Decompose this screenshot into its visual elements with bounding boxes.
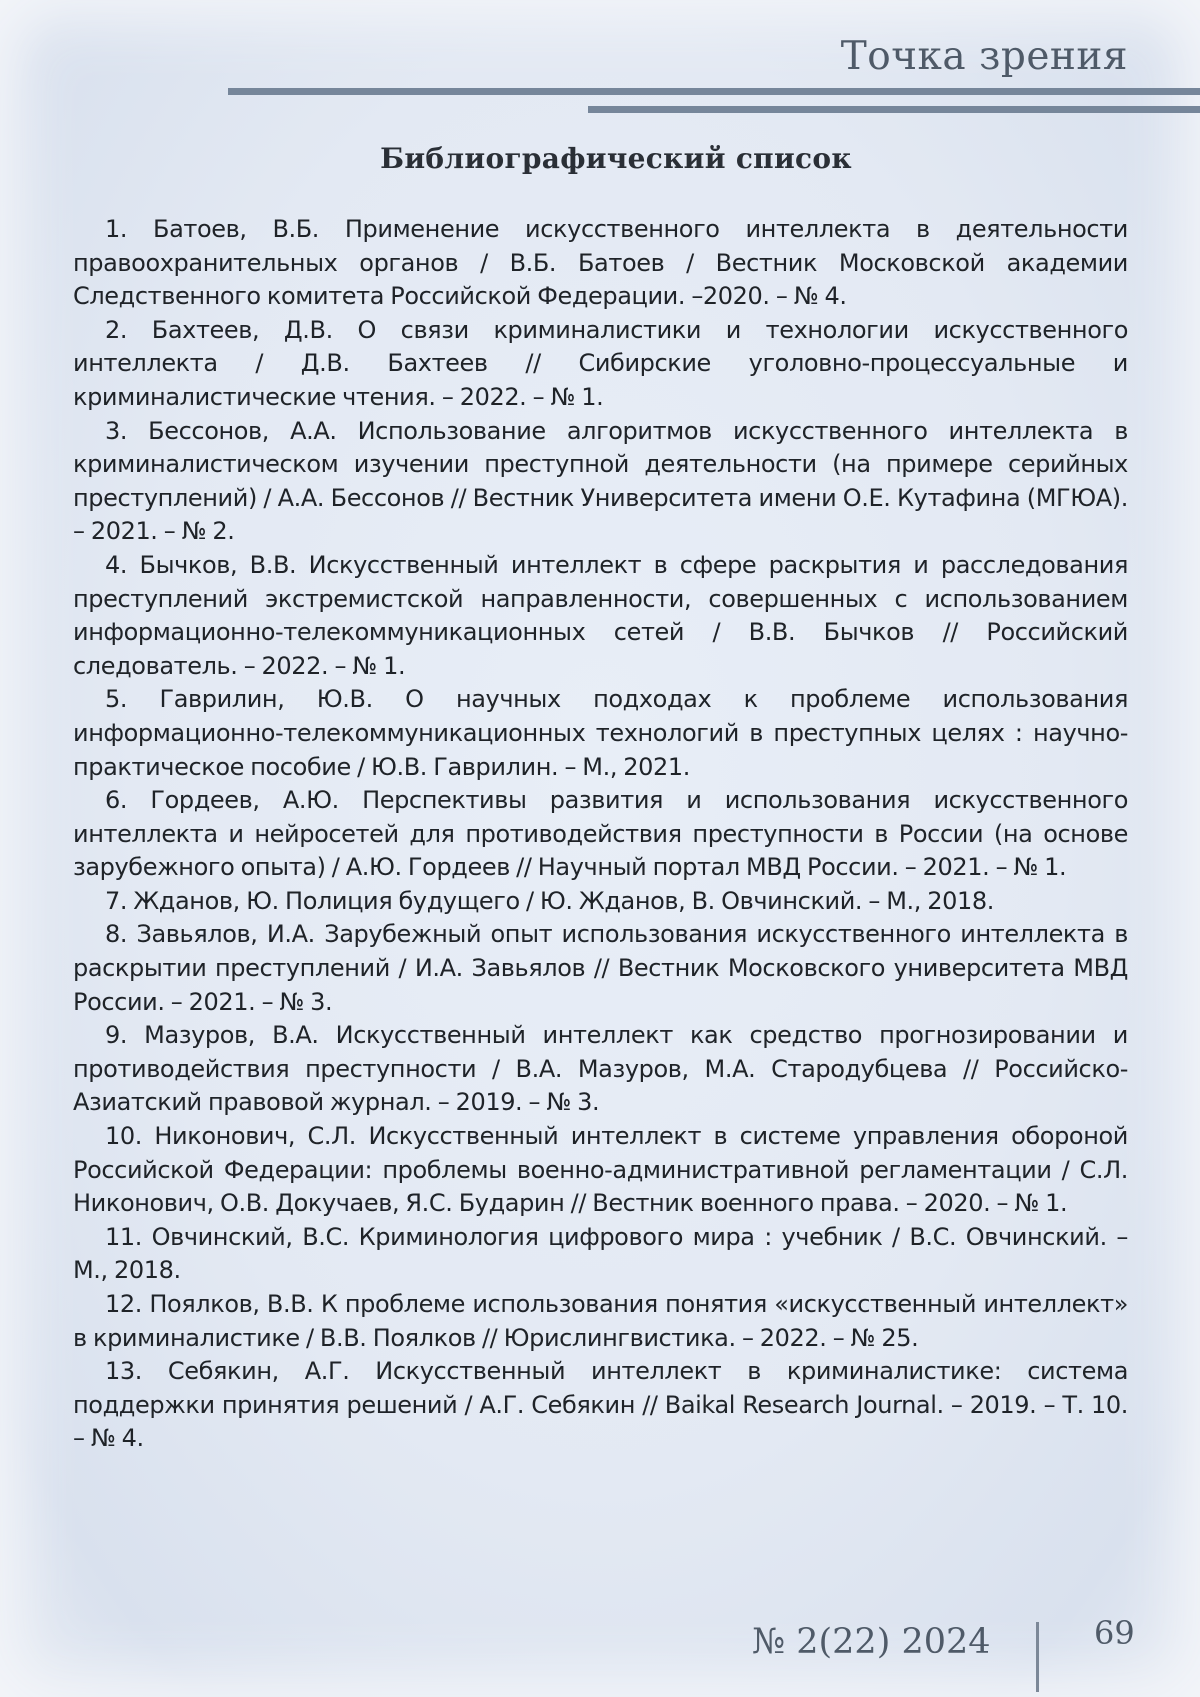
header-rule-lower — [588, 106, 1200, 113]
bibliography-entry — [73, 1019, 1128, 1120]
entry-text: Мазуров, В.А. Искусственный интеллект как средство прогнозировании и противодействия преступности / В.А. Мазуров, М.А. Стародубцева // Российско-Азиатский правовой журнал. – 2019. – № 3. — [73, 1021, 1128, 1116]
bibliography-entry — [73, 1120, 1128, 1221]
entry-number: 2. — [105, 316, 127, 344]
entry-text: Гордеев, А.Ю. Перспективы развития и использования искусственного интеллекта и нейросетей для противодействия преступности в России (на основе зарубежного опыта) / А.Ю. Гордеев // Научный портал МВД России. – 2021. – № 1. — [73, 786, 1128, 881]
entry-text: Бахтеев, Д.В. О связи криминалистики и технологии искусственного интеллекта / Д.В. Бахтеев // Сибирские уголовно-процессуальные и криминалистические чтения. – 2022. – № 1. — [73, 316, 1128, 411]
bibliography-entry — [73, 415, 1128, 549]
footer-divider — [1036, 1622, 1039, 1692]
entry-text: Бычков, В.В. Искусственный интеллект в сфере раскрытия и расследования преступлений экстремистской направленности, совершенных с использованием информационно-телекоммуникационных сетей / В.В. Бычков // Российский следователь. – 2022. – № 1. — [73, 551, 1128, 680]
section-title: Точка зрения — [841, 34, 1128, 79]
bibliography-entry — [73, 1355, 1128, 1456]
entry-number: 6. — [105, 786, 127, 814]
journal-issue: № 2(22) 2024 — [752, 1622, 991, 1662]
entry-text: Батоев, В.Б. Применение искусственного интеллекта в деятельности правоохранительных органов / В.Б. Батоев / Вестник Московской академии Следственного комитета Российской Федерации. –2020. – № 4. — [73, 215, 1128, 310]
bibliography-entry — [73, 683, 1128, 784]
journal-page — [0, 0, 1200, 1697]
page-number: 69 — [1094, 1614, 1135, 1652]
entry-number: 1. — [105, 215, 127, 243]
entry-text: Гаврилин, Ю.В. О научных подходах к проблеме использования информационно-телекоммуникационных технологий в преступных целях : научно-практическое пособие / Ю.В. Гаврилин. – М., 2021. — [73, 685, 1128, 780]
bibliography-entry — [73, 1288, 1128, 1355]
entry-number: 12. — [105, 1290, 142, 1318]
entry-text: Жданов, Ю. Полиция будущего / Ю. Жданов, В. Овчинский. – М., 2018. — [133, 887, 994, 915]
entry-number: 8. — [105, 920, 127, 948]
bibliography-entry — [73, 549, 1128, 683]
bibliography-entry — [73, 918, 1128, 1019]
entry-text: Овчинский, В.С. Криминология цифрового мира : учебник / В.С. Овчинский. – М., 2018. — [73, 1223, 1128, 1285]
entry-text: Бессонов, А.А. Использование алгоритмов искусственного интеллекта в криминалистическом изучении преступной деятельности (на примере серийных преступлений) / А.А. Бессонов // Вестник Университета имени О.Е. Кутафина (МГЮА). – 2021. – № 2. — [73, 417, 1128, 546]
bibliography-entry — [73, 213, 1128, 314]
bibliography-list — [73, 213, 1128, 1456]
entry-text: Себякин, А.Г. Искусственный интеллект в криминалистике: система поддержки принятия решений / А.Г. Себякин // Baikal Research Journal. – 2019. – Т. 10. – № 4. — [73, 1357, 1128, 1452]
entry-number: 5. — [105, 685, 127, 713]
entry-number: 13. — [105, 1357, 142, 1385]
entry-number: 9. — [105, 1021, 127, 1049]
entry-text: Завьялов, И.А. Зарубежный опыт использования искусственного интеллекта в раскрытии преступлений / И.А. Завьялов // Вестник Московского университета МВД России. – 2021. – № 3. — [73, 920, 1128, 1015]
bibliography-entry — [73, 314, 1128, 415]
entry-text: Поялков, В.В. К проблеме использования понятия «искусственный интеллект» в криминалистике / В.В. Поялков // Юрислингвистика. – 2022. – № 25. — [73, 1290, 1128, 1352]
bibliography-entry — [73, 784, 1128, 885]
bibliography-entry — [73, 885, 1128, 919]
entry-number: 11. — [105, 1223, 142, 1251]
entry-number: 3. — [105, 417, 127, 445]
header-rule-upper — [228, 88, 1200, 95]
entry-number: 10. — [105, 1122, 142, 1150]
bibliography-entry — [73, 1221, 1128, 1288]
entry-number: 4. — [105, 551, 127, 579]
bibliography-heading: Библиографический список — [0, 142, 1200, 175]
entry-number: 7. — [105, 887, 127, 915]
entry-text: Никонович, С.Л. Искусственный интеллект в системе управления обороной Российской Федерации: проблемы военно-административной регламентации / С.Л. Никонович, О.В. Докучаев, Я.С. Бударин // Вестник военного права. – 2020. – № 1. — [73, 1122, 1128, 1217]
